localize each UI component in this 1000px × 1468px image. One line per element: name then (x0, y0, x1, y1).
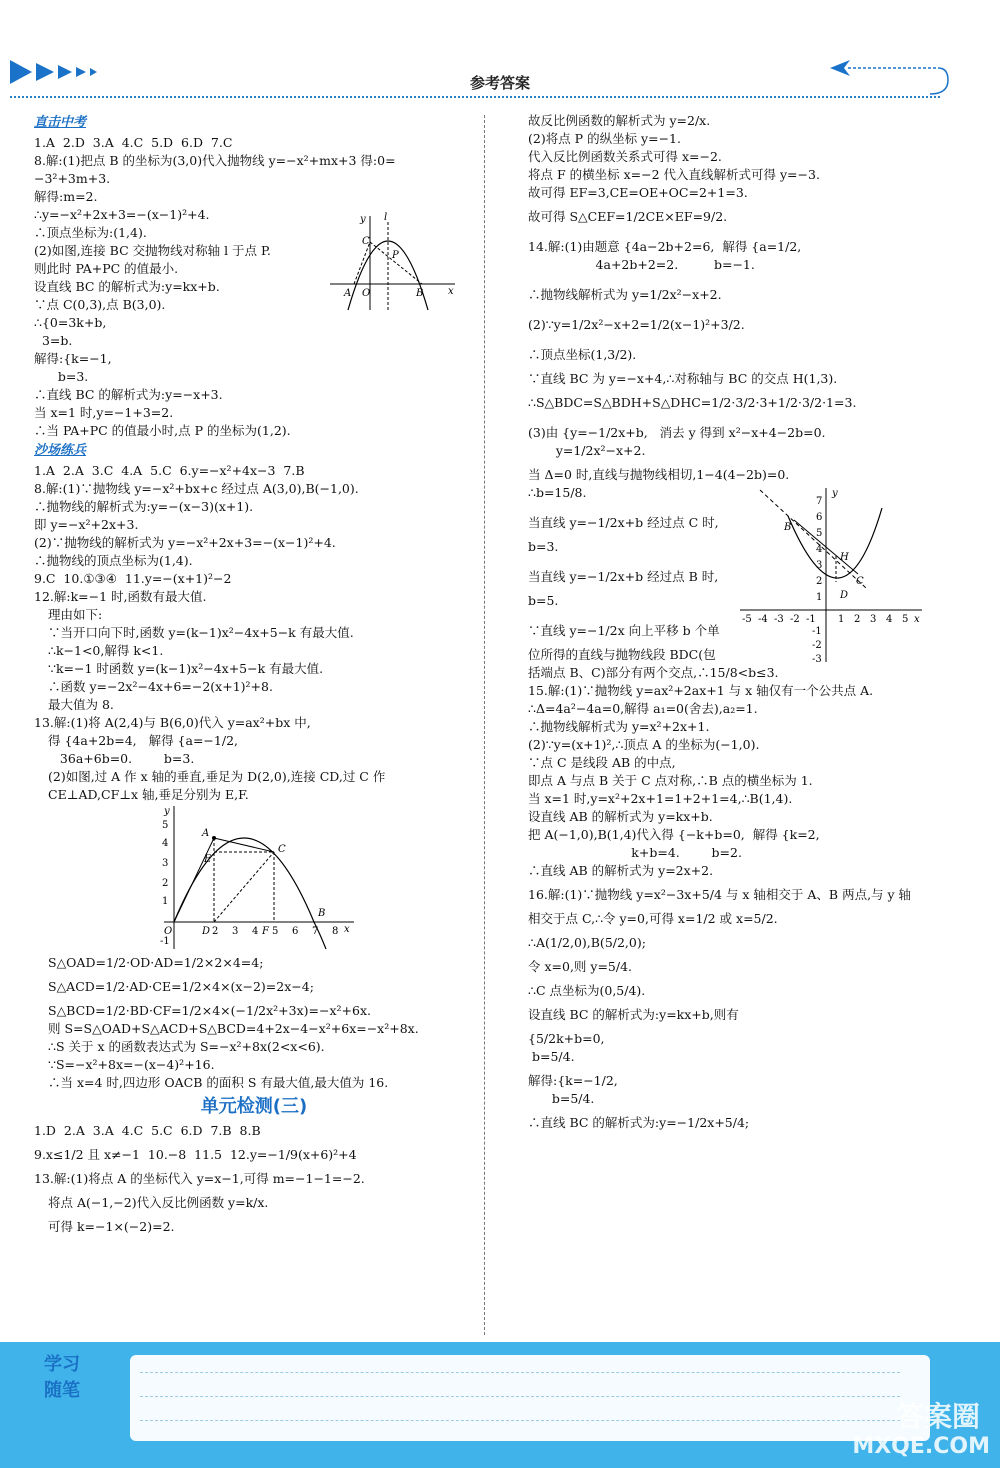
text-line: (2)∵抛物线的解析式为 y=−x²+2x+3=−(x−1)²+4. (34, 535, 336, 550)
text-line: 14.解:(1)由题意 {4a−2b+2=6, 解得 {a=1/2, (528, 239, 802, 254)
fig-label: P (392, 250, 399, 261)
text-line: ∴直线 BC 的解析式为:y=−1/2x+5/4; (528, 1115, 750, 1130)
text-line: ∴抛物线的解析式为:y=−(x−3)(x+1). (34, 499, 254, 514)
text-line: 当直线 y=−1/2x+b 经过点 C 时, (528, 515, 719, 530)
fig-label: O (164, 926, 173, 937)
notes-area (130, 1355, 930, 1441)
fig-label: -2 (790, 614, 800, 625)
text-line: 当直线 y=−1/2x+b 经过点 B 时, (528, 569, 719, 584)
text-line: ∴A(1/2,0),B(5/2,0); (528, 935, 646, 950)
fig-label: x (344, 924, 350, 935)
text-line: ∵点 C 是线段 AB 的中点, (528, 755, 676, 770)
fig-label: 2 (854, 614, 861, 625)
fig-label: 2 (212, 926, 219, 937)
text-line: 9.C 10.①③④ 11.y=−(x+1)²−2 (34, 571, 232, 586)
text-line: 4a+2b+2=2. b=−1. (528, 257, 755, 272)
text-line: ∴k−1<0,解得 k<1. (48, 643, 164, 658)
text-line: 8.解:(1)把点 B 的坐标为(3,0)代入抛物线 y=−x²+mx+3 得:0= (34, 153, 396, 168)
fig-label: -1 (812, 626, 822, 637)
column-divider (484, 115, 485, 1335)
text-line: 即 y=−x²+2x+3. (34, 517, 139, 532)
fig-label: -1 (160, 936, 170, 947)
notes-line (140, 1396, 900, 1397)
fig-label: D (840, 590, 849, 601)
fig-label: 8 (332, 926, 339, 937)
text-line: ∴y=−x²+2x+3=−(x−1)²+4. (34, 207, 210, 222)
text-line: (2)将点 P 的纵坐标 y=−1. (528, 131, 681, 146)
text-line: 8.解:(1)∵抛物线 y=−x²+bx+c 经过点 A(3,0),B(−1,0). (34, 481, 359, 496)
fig-label: C (362, 236, 370, 247)
text-line: 最大值为 8. (48, 697, 114, 712)
fig-label: -1 (806, 614, 816, 625)
fig-label: -5 (742, 614, 752, 625)
text-line: 把 A(−1,0),B(1,4)代入得 {−k+b=0, 解得 {k=2, (528, 827, 820, 842)
fig-label: C (856, 576, 864, 587)
watermark-url: MXQE.COM (852, 1434, 990, 1459)
text-line: 可得 k=−1×(−2)=2. (48, 1219, 175, 1234)
text-line: 解得:m=2. (34, 189, 98, 204)
fig-label: F (262, 926, 269, 937)
text-line: 故可得 EF=3,CE=OE+OC=2+1=3. (528, 185, 748, 200)
text-line: b=5/4. (528, 1091, 595, 1106)
text-line: ∴S 关于 x 的函数表达式为 S=−x²+8x(2<x<6). (48, 1039, 325, 1054)
fig-label: 5 (272, 926, 279, 937)
text-line: b=3. (34, 369, 89, 384)
text-line: S△OAD=1/2·OD·AD=1/2×2×4=4; (48, 955, 264, 970)
text-line: CE⊥AD,CF⊥x 轴,垂足分别为 E,F. (48, 787, 249, 802)
text-line: 即点 A 与点 B 关于 C 点对称,∴B 点的横坐标为 1. (528, 773, 813, 788)
fig-label: y (360, 214, 366, 225)
text-line: 1.A 2.A 3.C 4.A 5.C 6.y=−x²+4x−3 7.B (34, 463, 305, 478)
text-line: ∴抛物线的顶点坐标为(1,4). (34, 553, 193, 568)
text-line: 则此时 PA+PC 的值最小. (34, 261, 179, 276)
study-notes-stamp (44, 1350, 114, 1430)
text-line: 则 S=S△OAD+S△ACD+S△BCD=4+2x−4−x²+6x=−x²+8x. (48, 1021, 419, 1036)
fig-label: 3 (162, 858, 169, 869)
right-column (528, 112, 968, 1132)
fig-label: H (840, 552, 849, 563)
text-line: 16.解:(1)∵抛物线 y=x²−3x+5/4 与 x 轴相交于 A、B 两点,与 y 轴 (528, 887, 912, 902)
text-line: ∴顶点坐标(1,3/2). (528, 347, 637, 362)
fig-label: O (362, 288, 371, 299)
fig-label: 4 (886, 614, 893, 625)
fig-label: 2 (162, 878, 169, 889)
fig-label: -3 (812, 654, 822, 664)
text-line: ∴顶点坐标为:(1,4). (34, 225, 147, 240)
fig-label: 4 (162, 838, 169, 849)
notes-line (140, 1420, 900, 1421)
text-line: 当 x=1 时,y=−1+3=2. (34, 405, 174, 420)
text-line: ∴直线 BC 的解析式为:y=−x+3. (34, 387, 223, 402)
fig-label: B (318, 908, 326, 919)
text-line: b=5. (528, 593, 559, 608)
figure-parabola-2 (144, 804, 364, 954)
header-rule (10, 96, 940, 98)
text-line: ∵直线 y=−1/2x 向上平移 b 个单 (528, 623, 720, 638)
text-line: S△ACD=1/2·AD·CE=1/2×4×(x−2)=2x−4; (48, 979, 314, 994)
text-line: S△BCD=1/2·BD·CF=1/2×4×(−1/2x²+3x)=−x²+6x. (48, 1003, 371, 1018)
text-line: (2)如图,连接 BC 交抛物线对称轴 l 于点 P. (34, 243, 271, 258)
fig-label: 3 (232, 926, 239, 937)
text-line: 位所得的直线与抛物线段 BDC(包 (528, 647, 716, 662)
fig-label: -4 (758, 614, 768, 625)
text-line: 将点 F 的横坐标 x=−2 代入直线解析式可得 y=−3. (528, 167, 820, 182)
fig-label: y (832, 488, 838, 499)
fig-label: A (202, 828, 210, 839)
text-line: ∴b=15/8. (528, 485, 587, 500)
fig-label: 7 (312, 926, 319, 937)
text-line: ∵点 C(0,3),点 B(3,0). (34, 297, 166, 312)
fig-label: 7 (816, 496, 823, 507)
text-line: ∴函数 y=−2x²−4x+6=−2(x+1)²+8. (48, 679, 273, 694)
text-line: ∴抛物线解析式为 y=1/2x²−x+2. (528, 287, 722, 302)
fig-label: 5 (816, 528, 823, 539)
notes-line (140, 1372, 900, 1373)
figure-parabola-3 (736, 484, 926, 664)
text-line: 相交于点 C,∴令 y=0,可得 x=1/2 或 x=5/2. (528, 911, 778, 926)
text-line: {5/2k+b=0, (528, 1031, 605, 1046)
watermark-logo: 答案圈 (895, 1400, 980, 1433)
text-line: 1.A 2.D 3.A 4.C 5.D 6.D 7.C (34, 135, 233, 150)
text-line: 代入反比例函数关系式可得 x=−2. (528, 149, 722, 164)
text-line: ∴抛物线解析式为 y=x²+2x+1. (528, 719, 710, 734)
fig-label: 6 (816, 512, 823, 523)
section-title: 沙场练兵 (34, 443, 87, 458)
text-line: 故可得 S△CEF=1/2CE×EF=9/2. (528, 209, 728, 224)
fig-label: -3 (774, 614, 784, 625)
fig-label: 2 (816, 576, 823, 587)
text-line: (3)由 {y=−1/2x+b, 消去 y 得到 x²−x+4−2b=0. (528, 425, 826, 440)
text-line: 36a+6b=0. b=3. (48, 751, 195, 766)
text-line: 设直线 BC 的解析式为:y=kx+b,则有 (528, 1007, 739, 1022)
text-line: 得 {4a+2b=4, 解得 {a=−1/2, (48, 733, 238, 748)
text-line: ∵k=−1 时函数 y=(k−1)x²−4x+5−k 有最大值. (48, 661, 324, 676)
text-line: b=3. (528, 539, 559, 554)
text-line: 1.D 2.A 3.A 4.C 5.C 6.D 7.B 8.B (34, 1123, 261, 1138)
text-line: 令 x=0,则 y=5/4. (528, 959, 633, 974)
text-line: ∵直线 BC 为 y=−x+4,∴对称轴与 BC 的交点 H(1,3). (528, 371, 838, 386)
fig-label: B (784, 522, 792, 533)
text-line: −3²+3m+3. (34, 171, 111, 186)
section-title: 直击中考 (34, 115, 87, 130)
text-line: 解得:{k=−1, (34, 351, 112, 366)
text-line: (2)∵y=(x+1)²,∴顶点 A 的坐标为(−1,0). (528, 737, 760, 752)
text-line: 9.x≤1/2 且 x≠−1 10.−8 11.5 12.y=−1/9(x+6)²+4 (34, 1147, 357, 1162)
text-line: 故反比例函数的解析式为 y=2/x. (528, 113, 711, 128)
fig-label: 3 (816, 560, 823, 571)
section-heading: 单元检测(三) (200, 1096, 308, 1117)
text-line: ∵当开口向下时,函数 y=(k−1)x²−4x+5−k 有最大值. (48, 625, 354, 640)
text-line: 设直线 BC 的解析式为:y=kx+b. (34, 279, 220, 294)
fig-label: C (278, 844, 286, 855)
text-line: ∴C 点坐标为(0,5/4). (528, 983, 646, 998)
fig-label: 1 (816, 592, 823, 603)
fig-label: y (164, 806, 170, 817)
fig-label: 6 (292, 926, 299, 937)
text-line: 3=b. (34, 333, 73, 348)
fig-label: 5 (162, 820, 169, 831)
fig-label: 4 (252, 926, 259, 937)
fig-label: E (204, 854, 212, 865)
left-column (34, 112, 474, 1236)
text-line: ∴Δ=4a²−4a=0,解得 a₁=0(舍去),a₂=1. (528, 701, 758, 716)
fig-label: 3 (870, 614, 877, 625)
fig-label: D (202, 926, 211, 937)
fig-label: 1 (162, 896, 169, 907)
text-line: ∴{0=3k+b, (34, 315, 107, 330)
text-line: ∴当 PA+PC 的值最小时,点 P 的坐标为(1,2). (34, 423, 291, 438)
text-line: 解得:{k=−1/2, (528, 1073, 618, 1088)
text-line: 将点 A(−1,−2)代入反比例函数 y=k/x. (48, 1195, 269, 1210)
text-line: y=1/2x²−x+2. (528, 443, 646, 458)
page-title: 参考答案 (469, 74, 530, 92)
fig-label: A (344, 288, 352, 299)
text-line: 括端点 B、C)部分有两个交点,∴15/8<b≤3. (528, 665, 779, 680)
fig-label: x (914, 614, 920, 625)
fig-label: B (416, 288, 424, 299)
fig-label: x (448, 286, 454, 297)
fig-label: l (384, 212, 388, 223)
text-line: 设直线 AB 的解析式为 y=kx+b. (528, 809, 713, 824)
text-line: 当 x=1 时,y=x²+2x+1=1+2+1=4,∴B(1,4). (528, 791, 793, 806)
text-line: (2)∵y=1/2x²−x+2=1/2(x−1)²+3/2. (528, 317, 745, 332)
stamp-text: 随笔 (44, 1380, 80, 1401)
figure-parabola-1 (330, 212, 460, 312)
text-line: (2)如图,过 A 作 x 轴的垂直,垂足为 D(2,0),连接 CD,过 C 作 (48, 769, 386, 784)
text-line: 当 Δ=0 时,直线与抛物线相切,1−4(4−2b)=0. (528, 467, 790, 482)
fig-label: 5 (902, 614, 909, 625)
fig-label: 1 (838, 614, 845, 625)
text-line: ∵S=−x²+8x=−(x−4)²+16. (48, 1057, 215, 1072)
text-line: k+b=4. b=2. (528, 845, 742, 860)
text-line: 12.解:k=−1 时,函数有最大值. (34, 589, 207, 604)
text-line: b=5/4. (528, 1049, 575, 1064)
text-line: 13.解:(1)将 A(2,4)与 B(6,0)代入 y=ax²+bx 中, (34, 715, 311, 730)
text-line: 13.解:(1)将点 A 的坐标代入 y=x−1,可得 m=−1−1=−2. (34, 1171, 365, 1186)
text-line: 理由如下: (48, 607, 103, 622)
text-line: ∴S△BDC=S△BDH+S△DHC=1/2·3/2·3+1/2·3/2·1=3. (528, 395, 857, 410)
stamp-text: 学习 (44, 1354, 80, 1375)
fig-label: 4 (816, 544, 823, 555)
text-line: ∴当 x=4 时,四边形 OACB 的面积 S 有最大值,最大值为 16. (48, 1075, 389, 1090)
text-line: ∴直线 AB 的解析式为 y=2x+2. (528, 863, 714, 878)
fig-label: -2 (812, 640, 822, 651)
text-line: 15.解:(1)∵抛物线 y=ax²+2ax+1 与 x 轴仅有一个公共点 A. (528, 683, 874, 698)
